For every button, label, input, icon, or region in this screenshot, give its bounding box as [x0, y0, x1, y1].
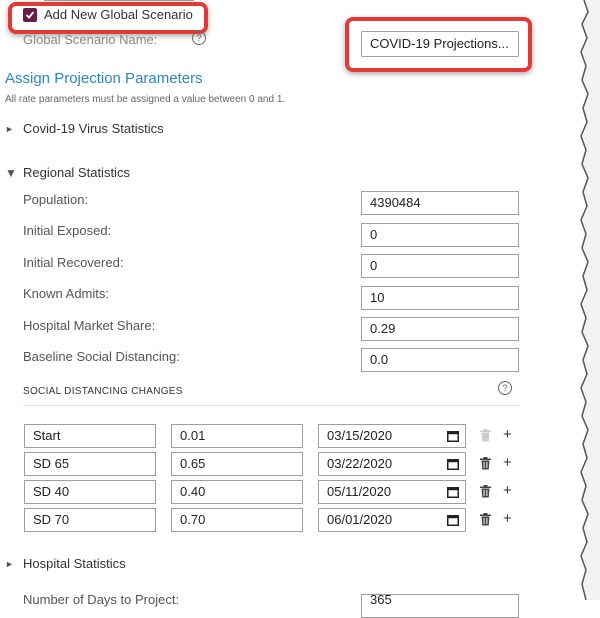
projection-parameters-title: Assign Projection Parameters	[5, 70, 203, 87]
add-row-plus-icon[interactable]: +	[503, 510, 512, 527]
sd-row-date-value: 03/15/2020	[327, 428, 393, 443]
add-row-plus-icon[interactable]: +	[503, 426, 512, 443]
group-hospital-statistics[interactable]	[5, 556, 126, 571]
initial-exposed-input[interactable]: 0	[361, 223, 519, 247]
hospital-market-share-input[interactable]: 0.29	[361, 317, 519, 341]
sd-row-date-input[interactable]	[318, 452, 466, 476]
add-global-scenario-label: Add New Global Scenario	[44, 7, 193, 22]
cropped-text-remnant	[44, 0, 194, 1]
field-label-population: Population:	[23, 192, 89, 207]
field-label-initial-recovered: Initial Recovered:	[23, 255, 124, 270]
calendar-icon[interactable]	[447, 514, 459, 526]
sd-row-name-input[interactable]: SD 70	[24, 508, 156, 532]
sd-row-date-input[interactable]	[318, 480, 466, 504]
social-distancing-help-icon[interactable]: ?	[498, 381, 512, 395]
sd-row-name-input[interactable]: Start	[24, 424, 156, 448]
group-label: Regional Statistics	[23, 165, 130, 180]
field-label-known-admits: Known Admits:	[23, 286, 109, 301]
calendar-icon[interactable]	[447, 458, 459, 470]
add-global-scenario-checkbox[interactable]	[23, 8, 37, 22]
caret-right-icon: ►	[5, 558, 14, 569]
sd-row-value-input[interactable]: 0.40	[171, 480, 303, 504]
calendar-icon[interactable]	[447, 430, 459, 442]
group-regional-statistics[interactable]	[5, 165, 130, 180]
sd-row-date-value: 06/01/2020	[327, 512, 393, 527]
trash-icon[interactable]	[480, 457, 491, 470]
add-row-plus-icon[interactable]: +	[503, 454, 512, 471]
field-label-baseline-social-distancing: Baseline Social Distancing:	[23, 349, 180, 364]
population-input[interactable]: 4390484	[361, 191, 519, 215]
group-covid-virus-statistics[interactable]	[5, 121, 164, 136]
trash-icon[interactable]	[480, 513, 491, 526]
sd-row-date-input[interactable]	[318, 424, 466, 448]
group-label: Hospital Statistics	[23, 556, 126, 571]
caret-down-icon: ▼	[5, 165, 17, 180]
sd-row-date-value: 05/11/2020	[327, 484, 392, 499]
social-distancing-title: SOCIAL DISTANCING CHANGES	[23, 386, 183, 397]
field-label-days-to-project: Number of Days to Project:	[23, 592, 180, 607]
baseline-social-distancing-input[interactable]: 0.0	[361, 348, 519, 372]
add-row-plus-icon[interactable]: +	[503, 482, 512, 499]
group-label: Covid-19 Virus Statistics	[23, 121, 164, 136]
caret-right-icon: ►	[5, 123, 14, 134]
sd-row-name-input[interactable]: SD 40	[24, 480, 156, 504]
torn-edge-decoration	[570, 0, 600, 600]
days-to-project-input[interactable]: 365	[361, 594, 519, 618]
sd-row-value-input[interactable]: 0.70	[171, 508, 303, 532]
global-scenario-name-input[interactable]: COVID-19 Projections...	[361, 31, 519, 57]
initial-recovered-input[interactable]: 0	[361, 254, 519, 278]
check-icon	[25, 10, 35, 20]
field-label-hospital-market-share: Hospital Market Share:	[23, 318, 156, 333]
trash-icon-disabled	[480, 429, 491, 442]
sd-row-date-value: 03/22/2020	[327, 456, 393, 471]
section-divider	[23, 405, 520, 406]
calendar-icon[interactable]	[447, 486, 459, 498]
sd-row-date-input[interactable]	[318, 508, 466, 532]
sd-row-value-input[interactable]: 0.01	[171, 424, 303, 448]
sd-row-value-input[interactable]: 0.65	[171, 452, 303, 476]
global-scenario-name-label: Global Scenario Name:	[23, 32, 158, 47]
help-icon[interactable]: ?	[192, 31, 206, 45]
rate-parameters-note: All rate parameters must be assigned a value between 0 and 1.	[5, 94, 286, 105]
trash-icon[interactable]	[480, 485, 491, 498]
known-admits-input[interactable]: 10	[361, 286, 519, 310]
field-label-initial-exposed: Initial Exposed:	[23, 223, 112, 238]
sd-row-name-input[interactable]: SD 65	[24, 452, 156, 476]
